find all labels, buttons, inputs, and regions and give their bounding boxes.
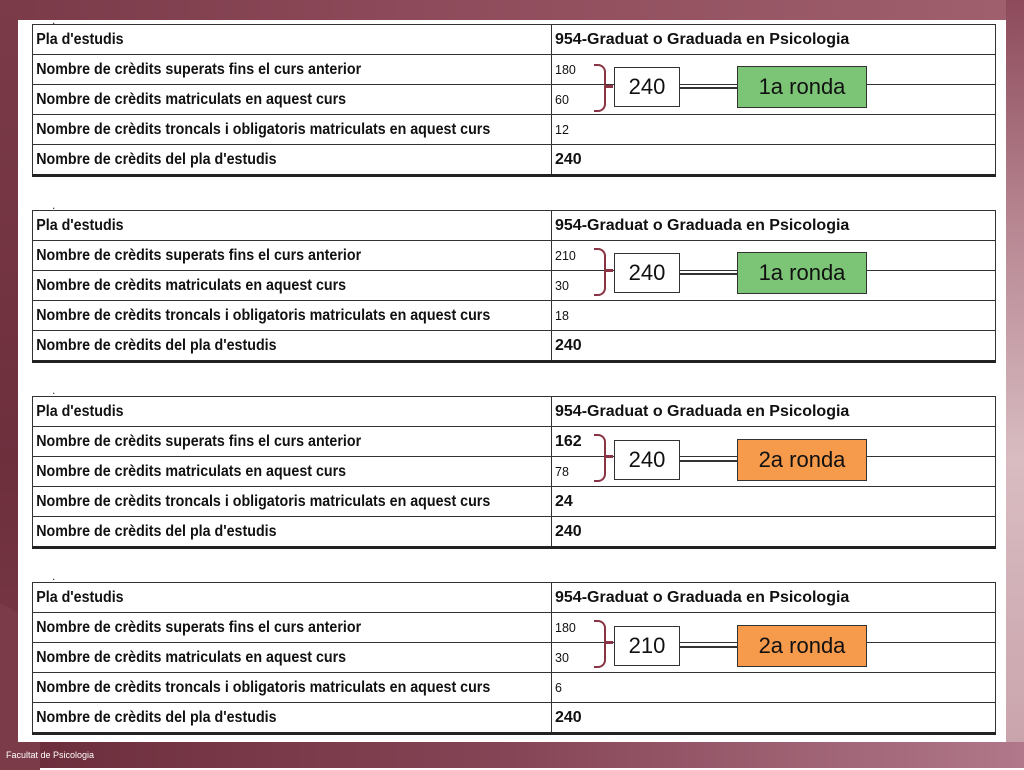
bracket-icon [594, 434, 606, 482]
round-badge: 1a ronda [737, 252, 867, 294]
row-label: Nombre de crèdits del pla d'estudis [33, 331, 510, 362]
background-right-band [1006, 0, 1024, 768]
row-label: Pla d'estudis [33, 397, 510, 427]
row-label: Nombre de crèdits superats fins el curs anterior [33, 613, 510, 643]
connector-line [680, 273, 738, 275]
row-value: 78 [552, 457, 996, 487]
row-label: Pla d'estudis [33, 211, 510, 241]
row-label: Nombre de crèdits del pla d'estudis [33, 703, 510, 734]
table-row [33, 583, 996, 613]
row-value: 162 [552, 427, 996, 457]
row-label: Nombre de crèdits matriculats en aquest curs [33, 457, 510, 487]
row-label: Nombre de crèdits matriculats en aquest curs [33, 271, 510, 301]
row-label: Nombre de crèdits superats fins el curs anterior [33, 241, 510, 271]
row-value: 30 [552, 643, 996, 673]
total-credits-box: 240 [614, 440, 680, 480]
table-marker: . [52, 569, 56, 583]
table-row [33, 25, 996, 55]
total-credits-box: 210 [614, 626, 680, 666]
row-value: 12 [552, 115, 996, 145]
row-value: 18 [552, 301, 996, 331]
table-row [33, 331, 996, 362]
row-label: Pla d'estudis [33, 25, 510, 55]
bracket-icon [594, 64, 606, 112]
row-value: 30 [552, 271, 996, 301]
background-bottom-band [0, 742, 1024, 768]
row-value: 240 [552, 331, 996, 362]
row-label: Nombre de crèdits troncals i obligatoris matriculats en aquest curs [33, 487, 510, 517]
row-label: Pla d'estudis [33, 583, 510, 613]
row-value: 180 [552, 613, 996, 643]
connector-line [680, 646, 738, 648]
table-row [33, 673, 996, 703]
row-value: 954-Graduat o Graduada en Psicologia [552, 397, 996, 427]
row-value: 60 [552, 85, 996, 115]
table-row [33, 397, 996, 427]
table-row [33, 703, 996, 734]
table-row [33, 211, 996, 241]
row-value: 954-Graduat o Graduada en Psicologia [552, 211, 996, 241]
row-label: Nombre de crèdits superats fins el curs anterior [33, 55, 510, 85]
row-value: 240 [552, 145, 996, 176]
row-value: 954-Graduat o Graduada en Psicologia [552, 25, 996, 55]
row-label: Nombre de crèdits troncals i obligatoris matriculats en aquest curs [33, 301, 510, 331]
row-label: Nombre de crèdits del pla d'estudis [33, 517, 510, 548]
total-credits-box: 240 [614, 253, 680, 293]
row-label: Nombre de crèdits del pla d'estudis [33, 145, 510, 176]
table-row [33, 487, 996, 517]
table-row [33, 115, 996, 145]
background-top-band [0, 0, 1024, 20]
row-value: 24 [552, 487, 996, 517]
row-label: Nombre de crèdits matriculats en aquest curs [33, 85, 510, 115]
row-value: 240 [552, 517, 996, 548]
row-label: Nombre de crèdits matriculats en aquest curs [33, 643, 510, 673]
connector-line [680, 460, 738, 462]
table-row [33, 145, 996, 176]
row-value: 210 [552, 241, 996, 271]
row-value: 180 [552, 55, 996, 85]
table-row [33, 301, 996, 331]
table-marker: . [52, 13, 56, 27]
round-badge: 1a ronda [737, 66, 867, 108]
total-credits-box: 240 [614, 67, 680, 107]
row-label: Nombre de crèdits troncals i obligatoris matriculats en aquest curs [33, 115, 510, 145]
connector-line [680, 87, 738, 89]
row-value: 6 [552, 673, 996, 703]
bracket-icon [594, 620, 606, 668]
bracket-icon [594, 248, 606, 296]
footer-text: Facultat de Psicologia [6, 750, 95, 760]
table-marker: . [52, 383, 56, 397]
row-label: Nombre de crèdits troncals i obligatoris matriculats en aquest curs [33, 673, 510, 703]
table-row [33, 517, 996, 548]
row-value: 954-Graduat o Graduada en Psicologia [552, 583, 996, 613]
round-badge: 2a ronda [737, 439, 867, 481]
row-value: 240 [552, 703, 996, 734]
row-label: Nombre de crèdits superats fins el curs anterior [33, 427, 510, 457]
round-badge: 2a ronda [737, 625, 867, 667]
table-marker: . [52, 198, 56, 212]
